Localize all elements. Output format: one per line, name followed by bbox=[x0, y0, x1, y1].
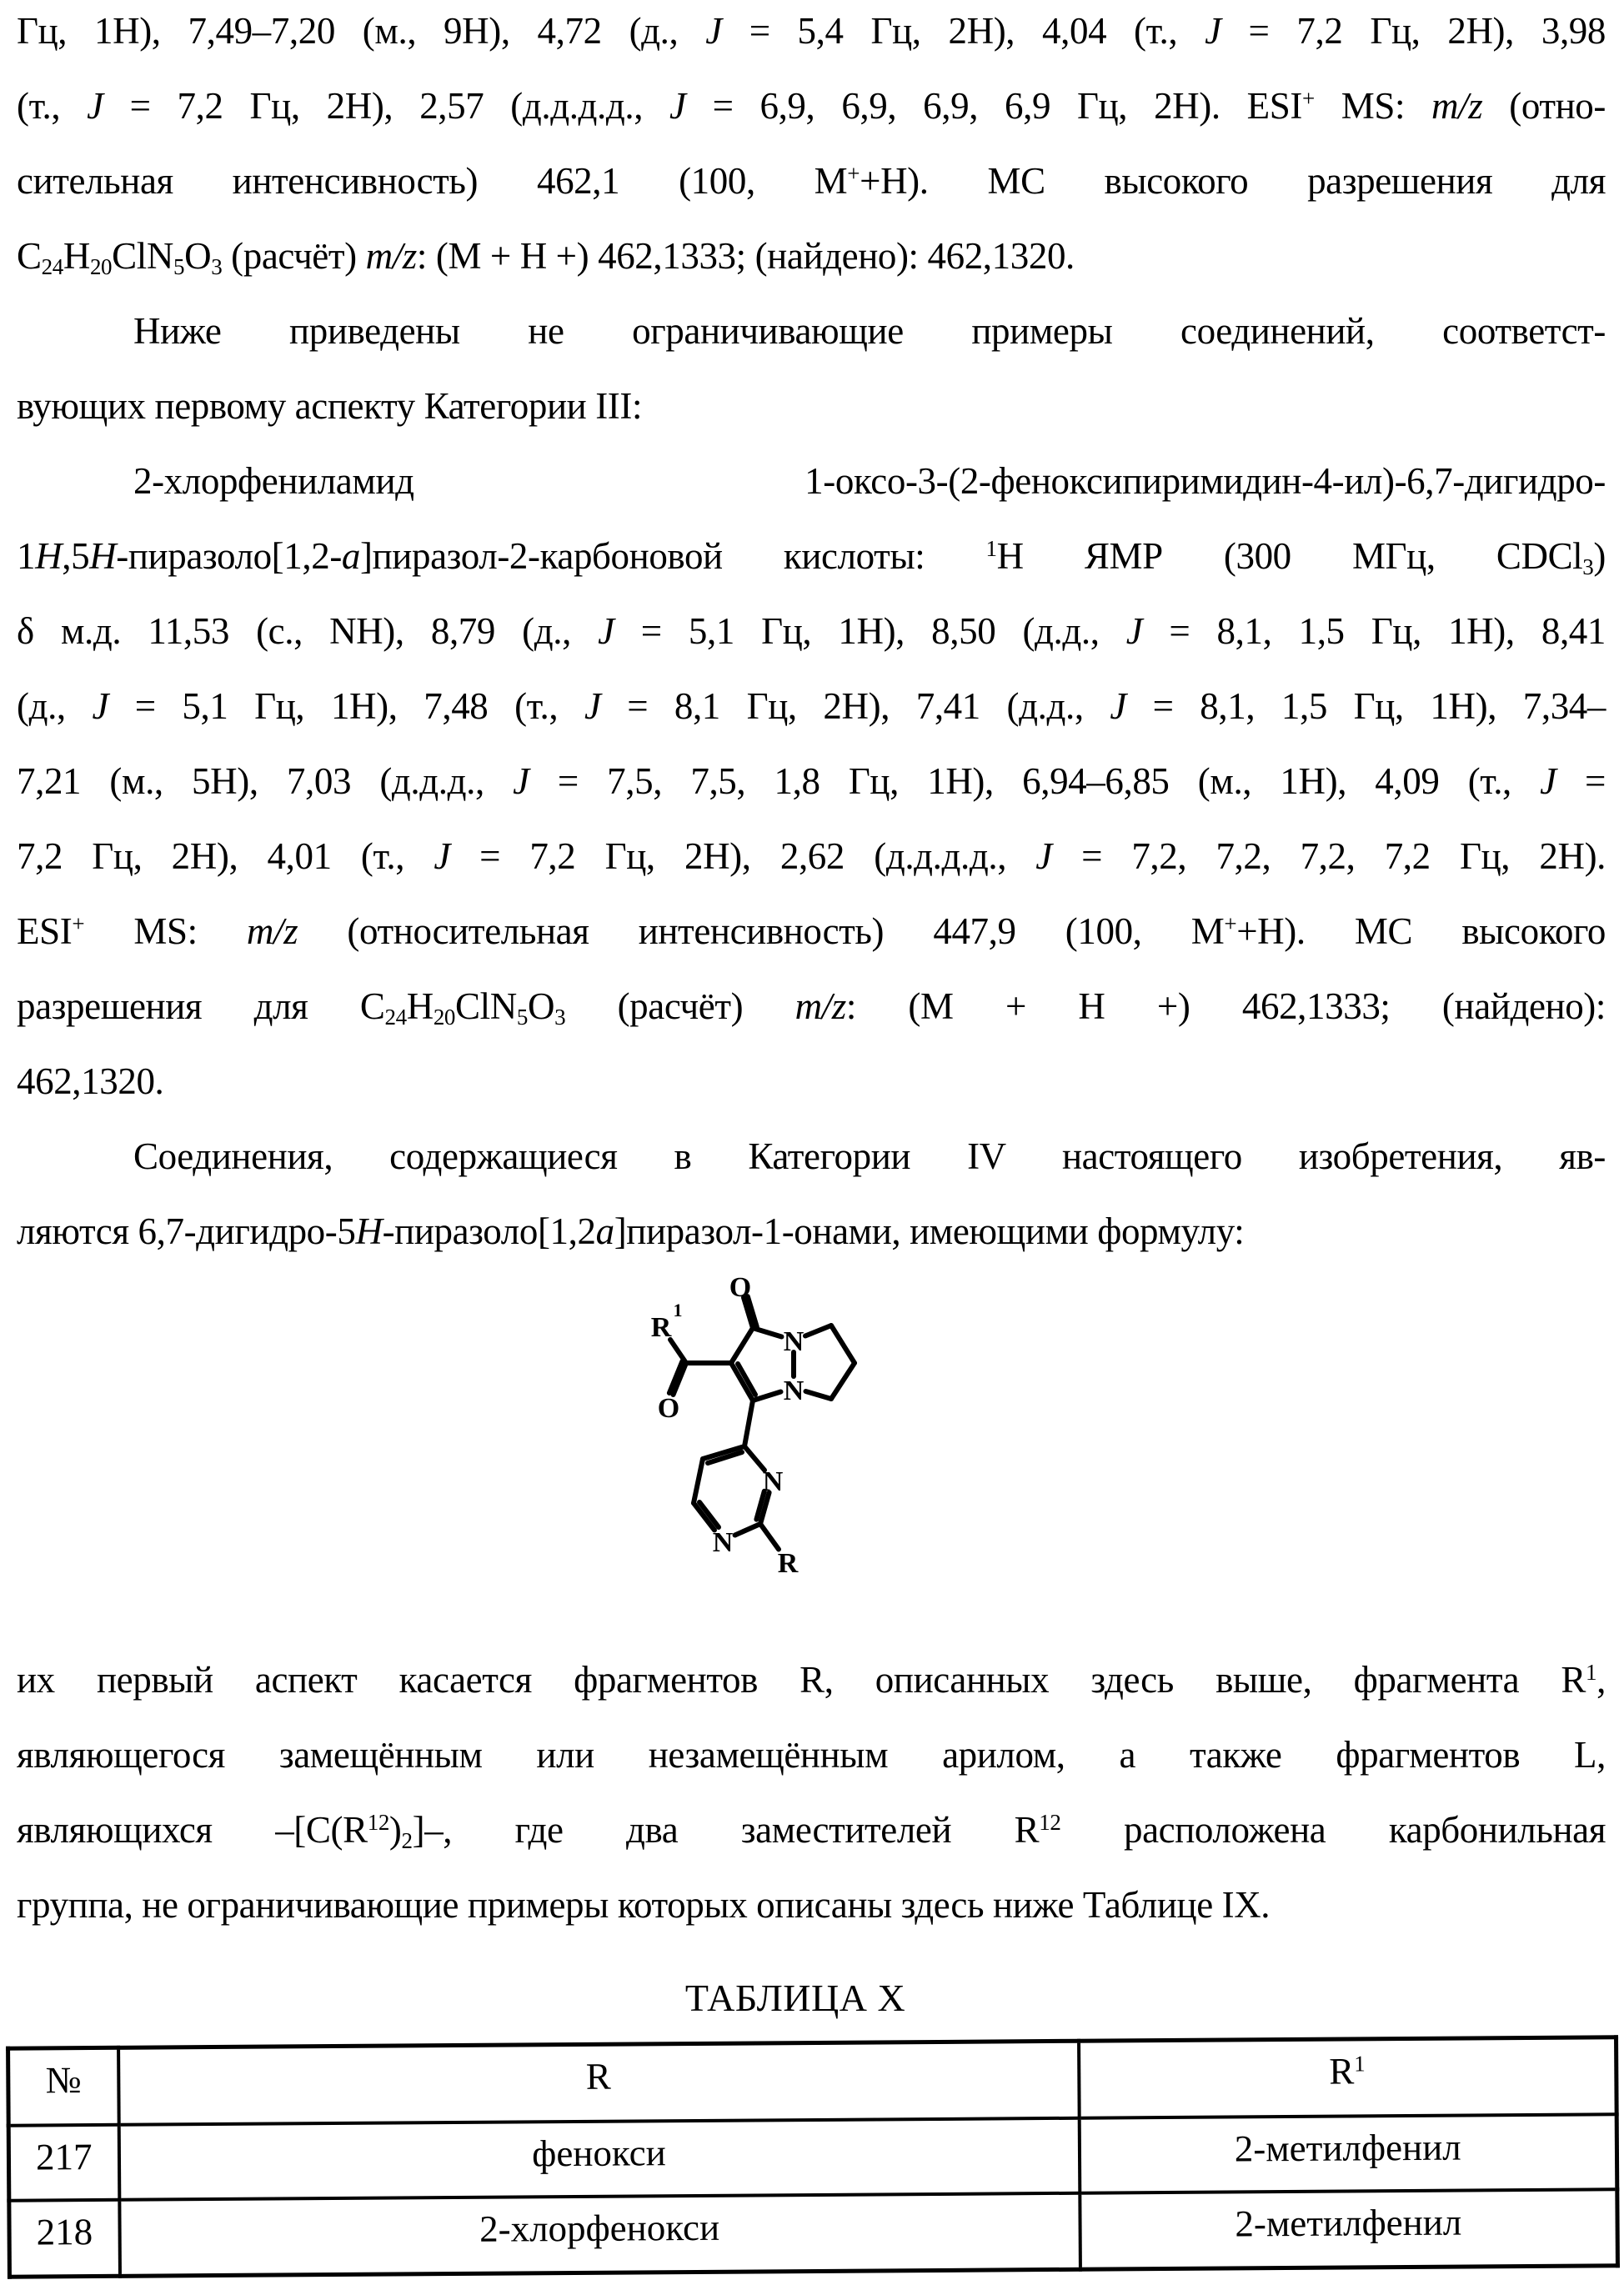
table-row-217 bbox=[8, 2114, 1617, 2200]
text-line-10: (д., J = 5,1 Гц, 1H), 7,48 (т., J = 8,1 Гц, 2H), 7,41 (д.д., J = 8,1, 1,5 Гц, 1H), 7,34– bbox=[17, 685, 1606, 727]
cell-number: 218 bbox=[9, 2199, 120, 2277]
table-x-wrapper bbox=[6, 2035, 1620, 2278]
text-line-14: разрешения для $C_{24}H_{20}ClN_5O_3$ (расчёт) m/z: (M + H +) 462,1333; (найдено): bbox=[17, 985, 1606, 1030]
header-cell-r1: $R^1$ bbox=[1079, 2037, 1617, 2118]
text-line-19: являющегося замещённым или незамещённым арилом, а также фрагментов L, bbox=[17, 1734, 1606, 1776]
text-line-8: 1H,5H-пиразоло[1,2-a]пиразол-2-карбоновой кислоты: $^1$H ЯМР (300 МГц, CDCl$_3$) bbox=[17, 535, 1606, 579]
cell-r1: 2-метилфенил bbox=[1079, 2114, 1617, 2193]
bridge-nitrogen-bottom-label: N bbox=[783, 1376, 804, 1406]
text-line-13: ESI+ MS: m/z (относительная интенсивность) 447,9 (100, M++H). МС высокого bbox=[17, 910, 1606, 952]
text-line-2: (т., J = 7,2 Гц, 2H), 2,57 (д.д.д.д., J = 6,9, 6,9, 6,9, 6,9 Гц, 2H). ESI+ MS: m/z (отно- bbox=[17, 85, 1606, 127]
structure-bonds bbox=[669, 1296, 855, 1549]
pyrimidine-n3-label: N bbox=[762, 1466, 784, 1497]
text-line-7 bbox=[17, 443, 1606, 519]
compound-name-part: 2-хлорфениламид bbox=[133, 460, 414, 502]
lower-text-block bbox=[17, 1642, 1606, 1942]
text-line-3: сительная интенсивность) 462,1 (100, M++H). МС высокого разрешения для bbox=[17, 160, 1606, 202]
table-title: ТАБЛИЦА X bbox=[684, 1977, 906, 2019]
cell-r: фенокси bbox=[118, 2117, 1080, 2199]
text-line-16: Соединения, содержащиеся в Категории IV настоящего изобретения, яв- bbox=[133, 1135, 1606, 1177]
amide-oxygen-label: O bbox=[657, 1393, 680, 1424]
r1-superscript: 1 bbox=[673, 1300, 683, 1320]
text-line-15: 462,1320. bbox=[17, 1060, 164, 1102]
compound-name-part: 1-оксо-3-(2-феноксипиримидин-4-ил)-6,7-дигидро- bbox=[804, 460, 1606, 502]
text-line-18: их первый аспект касается фрагментов R, описанных здесь выше, фрагмента $R^1$, bbox=[17, 1659, 1606, 1701]
text-line-11: 7,21 (м., 5H), 7,03 (д.д.д., J = 7,5, 7,5, 1,8 Гц, 1H), 6,94–6,85 (м., 1H), 4,09 (т., J = bbox=[17, 760, 1606, 802]
header-cell-number: № bbox=[8, 2047, 119, 2125]
chemical-structure-drawing bbox=[629, 1263, 880, 1588]
cell-r: 2-хлорфенокси bbox=[119, 2192, 1080, 2276]
text-line-1: Гц, 1H), 7,49–7,20 (м., 9H), 4,72 (д., J = 5,4 Гц, 2H), 4,04 (т., J = 7,2 Гц, 2H), 3,98 bbox=[17, 10, 1606, 52]
table-row-218 bbox=[9, 2189, 1618, 2277]
table-x bbox=[6, 2035, 1620, 2278]
header-cell-r: R bbox=[118, 2041, 1080, 2124]
cell-r1: 2-метилфенил bbox=[1080, 2189, 1618, 2270]
text-line-20: являющихся $-[C(R^{12})_2]-$, где два заместителей $R^{12}$ расположена карбонильная bbox=[17, 1809, 1606, 1853]
text-line-12: 7,2 Гц, 2H), 4,01 (т., J = 7,2 Гц, 2H), 2,62 (д.д.д.д., J = 7,2, 7,2, 7,2, 7,2 Гц, 2H). bbox=[17, 835, 1606, 877]
text-line-6: вующих первому аспекту Категории III: bbox=[17, 385, 643, 427]
text-line-21: группа, не ограничивающие примеры которых описаны здесь ниже Таблице IX. bbox=[17, 1884, 1271, 1926]
cell-number: 217 bbox=[8, 2124, 119, 2200]
text-line-17: ляются 6,7-дигидро-5H-пиразоло[1,2a]пиразол-1-онами, имеющими формулу: bbox=[17, 1210, 1245, 1252]
upper-text-block bbox=[17, 0, 1606, 1269]
pyrimidine-n1-label: N bbox=[712, 1527, 734, 1558]
structure-atom-labels bbox=[651, 1272, 804, 1579]
text-line-5: Ниже приведены не ограничивающие примеры соединений, соответст- bbox=[133, 310, 1606, 352]
r-substituent-label: R bbox=[777, 1548, 799, 1579]
table-header-row bbox=[8, 2037, 1617, 2125]
text-line-9: δ м.д. 11,53 (с., NH), 8,79 (д., J = 5,1 Гц, 1H), 8,50 (д.д., J = 8,1, 1,5 Гц, 1H), 8,41 bbox=[17, 610, 1606, 652]
bridge-nitrogen-top-label: N bbox=[783, 1326, 804, 1357]
ketone-oxygen-label: O bbox=[729, 1272, 752, 1303]
text-line-4: $C_{24}H_{20}ClN_5O_3$ (расчёт) m/z: (M + H +) 462,1333; (найдено): 462,1320. bbox=[17, 235, 1075, 279]
r1-substituent-label: R bbox=[650, 1312, 672, 1343]
